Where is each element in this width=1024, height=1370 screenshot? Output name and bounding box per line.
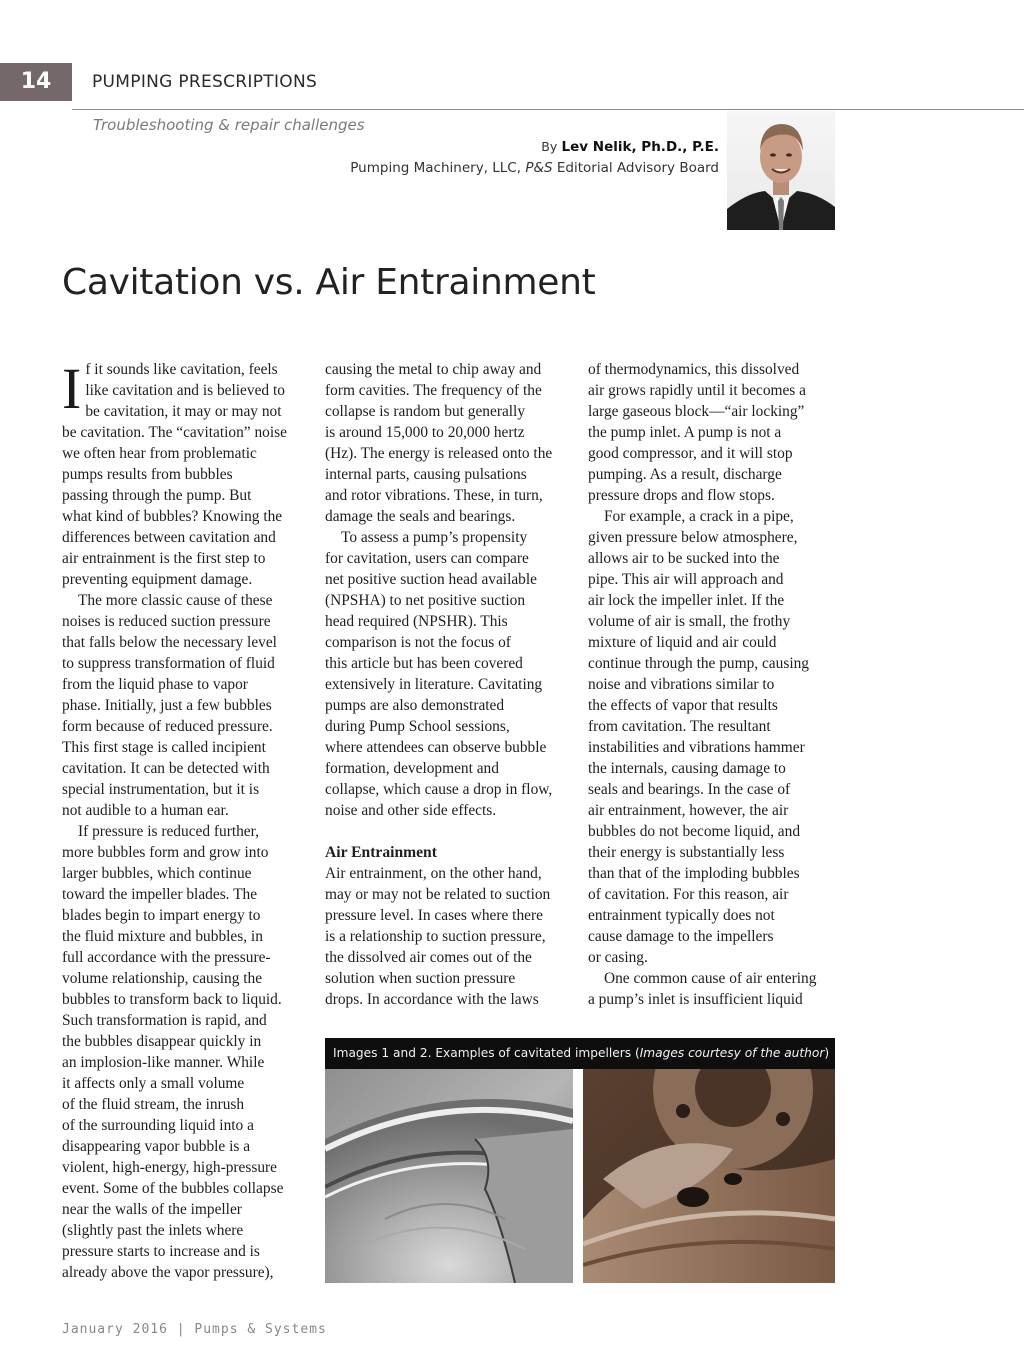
paragraph: One common cause of air entering a pump’s inlet is insufficient liquid xyxy=(588,970,817,1008)
issue-date: January 2016 xyxy=(62,1322,168,1337)
paragraph: of thermodynamics, this dissolved air grows rapidly until it becomes a large gaseous block—“air locking” the pump inlet. A pump is not a good compressor, and it will stop pumping. As a result, discharge pressure drops and flow stops. xyxy=(588,361,806,504)
paragraph: If pressure is reduced further, more bubbles form and grow into larger bubbles, which continue toward the impeller blades. The blades begin to impart energy to the fluid mixture and bubbles, in full accordance with the pressure- volume relationship, causing the bubbles to transform back to liquid. Such transformation is rapid, and the bubbles disappear quickly in an implosion-like manner. While it affects only a small volume of the fluid stream, the inrush of the surrounding liquid into a disappearing vapor bubble is a violent, high-energy, high-pressure event. Some of the bubbles collapse near the walls of the impeller (slightly past the inlets where pressure starts to increase and is already above the vapor pressure), xyxy=(62,823,284,1281)
byline xyxy=(350,136,719,179)
caption-close: ) xyxy=(824,1046,830,1060)
section-subtitle: Troubleshooting & repair challenges xyxy=(93,116,365,134)
publication-name: Pumps & Systems xyxy=(194,1322,327,1337)
impeller-photo-2 xyxy=(583,1069,835,1283)
footer-separator: | xyxy=(167,1322,195,1337)
figure-caption xyxy=(325,1038,835,1069)
affiliation-magazine: P&S xyxy=(525,160,553,176)
paragraph: To assess a pump’s propensity for cavitation, users can compare net positive suction head available (NPSHA) to net positive suction head required (NPSHR). This comparison is not the focus of this article but has been covered extensively in literature. Cavitating pumps are also demonstrated during Pump School sessions, where attendees can observe bubble formation, development and collapse, which cause a drop in flow, noise and other side effects. xyxy=(325,529,553,819)
text-column-2 xyxy=(325,359,575,1010)
article-title: Cavitation vs. Air Entrainment xyxy=(62,262,596,303)
page-number: 14 xyxy=(0,63,72,101)
text-column-3 xyxy=(588,359,840,1010)
paragraph: Air entrainment, on the other hand, may or may not be related to suction pressure level. In cases where there is a relationship to suction pressure, the dissolved air comes out of the solution when suction pressure drops. In accordance with the laws xyxy=(325,865,551,1008)
author-photo xyxy=(727,111,835,230)
affiliation-company: Pumping Machinery, LLC, xyxy=(350,160,526,176)
author-name: Lev Nelik, Ph.D., P.E. xyxy=(561,139,719,155)
paragraph: The more classic cause of these noises is reduced suction pressure that falls below the necessary level to suppress transformation of fluid from the liquid phase to vapor phase. Initially, just a few bubbles form because of reduced pressure. This first stage is called incipient cavitation. It can be detected with special instrumentation, but it is not audible to a human ear. xyxy=(62,592,277,819)
header-divider xyxy=(72,109,1024,110)
paragraph: causing the metal to chip away and form cavities. The frequency of the collapse is random but generally is around 15,000 to 20,000 hertz (Hz). The energy is released onto the internal parts, causing pulsations and rotor vibrations. These, in turn, damage the seals and bearings. xyxy=(325,361,553,525)
caption-text: Images 1 and 2. Examples of cavitated impellers ( xyxy=(333,1046,640,1060)
paragraph: For example, a crack in a pipe, given pressure below atmosphere, allows air to be sucked into the pipe. This air will approach and air lock the impeller inlet. If the volume of air is small, the frothy mixture of liquid and air could continue through the pump, causing noise and vibrations similar to the effects of vapor that results from cavitation. The resultant instabilities and vibrations hammer the internals, causing damage to seals and bearings. In the case of air entrainment, however, the air bubbles do not become liquid, and their energy is substantially less than that of the imploding bubbles of cavitation. For this reason, air entrainment typically does not cause damage to the impellers or casing. xyxy=(588,508,809,966)
affiliation-board: Editorial Advisory Board xyxy=(552,160,719,176)
section-title: PUMPING PRESCRIPTIONS xyxy=(92,72,318,92)
paragraph xyxy=(62,356,314,590)
caption-credit: Images courtesy of the author xyxy=(639,1046,825,1060)
text-column-1 xyxy=(62,356,314,1283)
byline-prefix: By xyxy=(541,139,558,154)
page-footer xyxy=(62,1322,327,1337)
impeller-photo-1 xyxy=(325,1069,573,1283)
drop-cap: I xyxy=(62,356,82,421)
subheading: Air Entrainment xyxy=(325,844,437,861)
author-affiliation xyxy=(350,158,719,179)
paragraph-text: f it sounds like cavitation, feels like cavitation and is believed to be cavitation, it may or may not be cavitation. The “cavitation” noise we often hear from problematic pumps results from bubbles passing through the pump. But what kind of bubbles? Knowing the differences between cavitation and air entrainment is the first step to preventing equipment damage. xyxy=(62,361,287,588)
